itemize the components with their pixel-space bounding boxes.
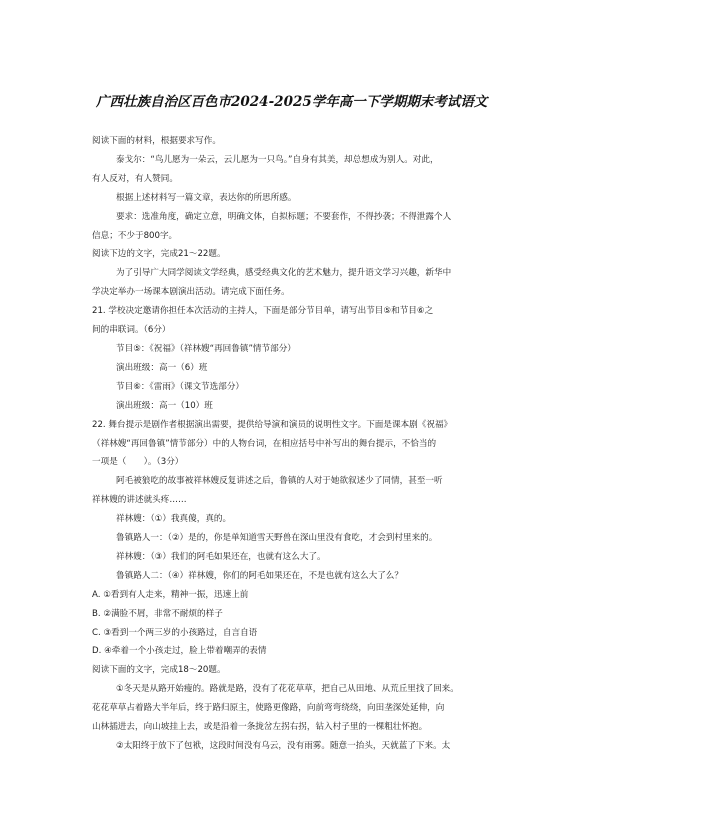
text-line: 山林插进去，向山坡挂上去，或是沿着一条拢岔左拐右拐，钻入村子里的一棵粗壮怀抱。 [92,722,428,733]
text-line: 间的串联词。（6分） [92,325,171,336]
text-line: A. ①看到有人走来，精神一振，迅速上前 [92,589,249,600]
text-line: 学决定举办一场课本剧演出活动。请完成下面任务。 [92,287,290,298]
text-line: 祥林嫂：（③）我们的阿毛如果还在，也就有这么大了。 [116,551,326,562]
text-line: 根据上述材料写一篇文章，表达你的所思所感。 [116,192,297,203]
text-line: 一项是（ ）。（3分） [92,457,184,468]
document-title: 广西壮族自治区百色市2024-2025学年高一下学期期末考试语文 [96,94,488,110]
text-line: 鲁镇路人一：（②）是的，你是单知道雪天野兽在深山里没有食吃，才会到村里来的。 [116,533,438,544]
text-line: 祥林嫂的讲述就头疼…… [92,495,187,506]
document-body [92,132,552,756]
text-line: 要求：选准角度，确定立意，明确文体，自拟标题；不要套作，不得抄袭；不得泄露个人 [116,211,452,222]
text-line: 演出班级：高一（10）班 [116,400,213,411]
text-line: 泰戈尔：“鸟儿愿为一朵云，云儿愿为一只鸟。”自身有其美，却总想成为别人。对此， [116,154,439,165]
text-line: 鲁镇路人二：（④）祥林嫂，你们的阿毛如果还在，不是也就有这么大了么？ [116,570,403,581]
text-line: ②太阳终于放下了包袱，这段时间没有乌云，没有雨雾。随意一抬头，天就蓝了下来。太 [116,741,451,751]
text-line: 22. 舞台提示是剧作者根据演出需要，提供给导演和演员的说明性文字。下面是课本剧《祝福》 [92,419,453,430]
text-line: B. ②满脸不屑，非常不耐烦的样子 [92,608,223,619]
text-line: 信息；不少于800字。 [92,230,178,241]
text-line: 花花草草占着路大半年后，终于路归原主，使路更像路，向前弯弯绕绕，向田垄深处延伸，向 [92,703,445,714]
text-line: 节目⑥：《雷雨》（课文节选部分） [116,381,245,392]
text-line: 阅读下边的文字，完成21～22题。 [92,249,226,260]
text-line: 为了引导广大同学阅读文学经典，感受经典文化的艺术魅力，提升语文学习兴趣，新华中 [116,268,452,279]
text-line: D. ④牵着一个小孩走过，脸上带着嘲弄的表情 [92,646,267,657]
text-line: 祥林嫂：（①）我真傻，真的。 [116,514,232,525]
text-line: 21. 学校决定邀请你担任本次活动的主持人，下面是部分节目单，请写出节目⑤和节目⑥之 [92,306,434,317]
text-line: 节目⑤：《祝福》（祥林嫂“再回鲁镇”情节部分） [116,343,296,354]
text-line: ①冬天是从路开始瘦的。路就是路，没有了花花草草，把自己从田地、从荒丘里找了回来。 [116,684,459,695]
text-line: C. ③看到一个两三岁的小孩路过，自言自语 [92,627,258,638]
text-line: 演出班级：高一（6）班 [116,362,208,373]
text-line: 阅读下面的文字，完成18～20题。 [92,665,226,676]
text-line: （祥林嫂“再回鲁镇”情节部分）中的人物台词，在相应括号中补写出的舞台提示，不恰当的 [92,438,437,449]
text-line: 阿毛被狼吃的故事被祥林嫂反复讲述之后，鲁镇的人对于她欲叙述少了同情，甚至一听 [116,476,443,487]
text-line: 有人反对，有人赞同。 [92,173,178,184]
text-line: 阅读下面的材料，根据要求写作。 [92,136,221,146]
